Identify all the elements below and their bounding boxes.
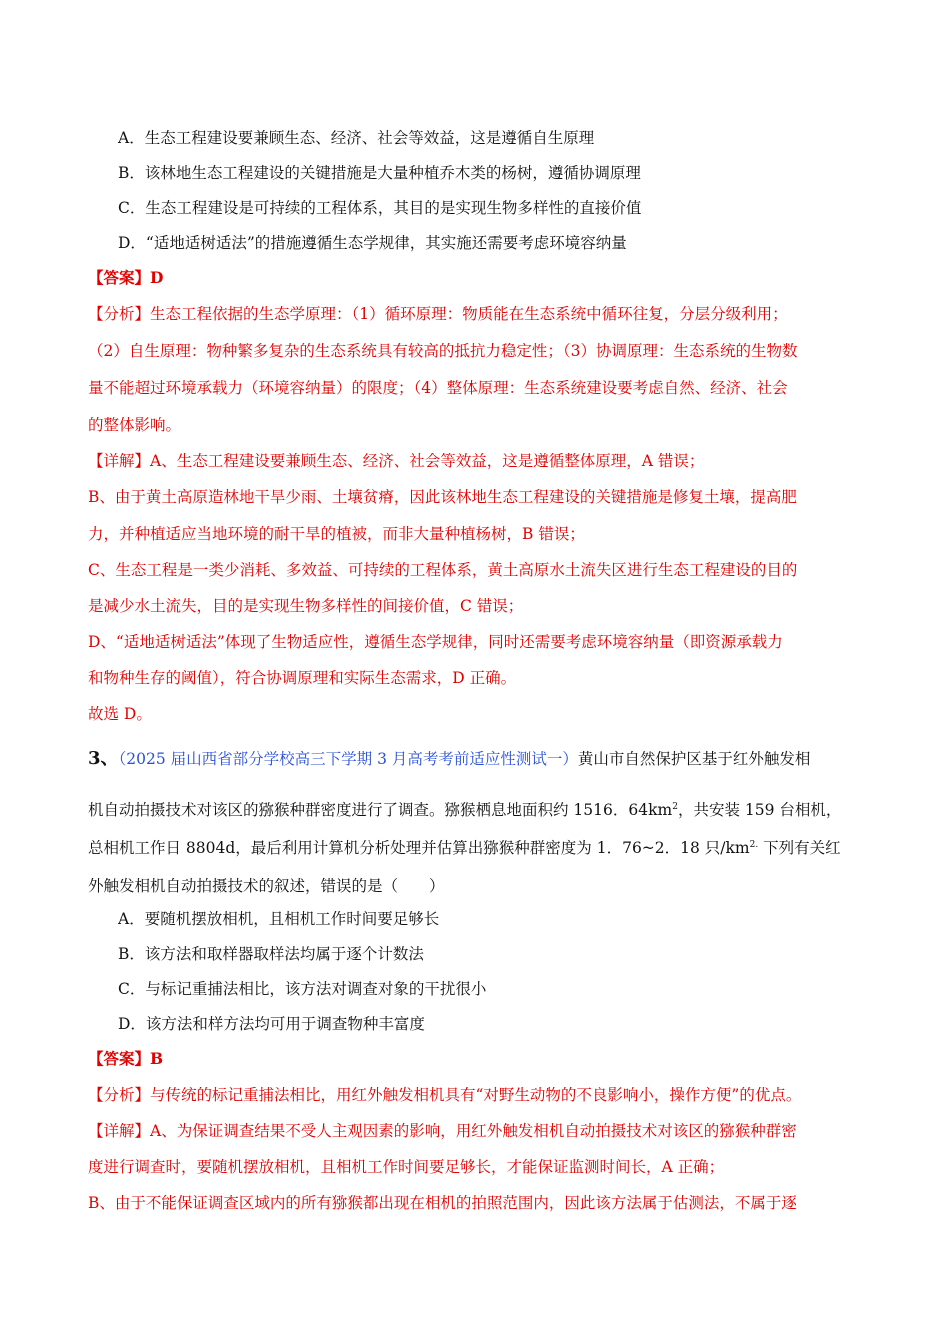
q3-stem-text: 下列有关红: [758, 839, 841, 857]
q3-stem-line-1: [88, 749, 810, 769]
q3-analysis: 【分析】与传统的标记重捕法相比，用红外触发相机具有“对野生动物的不良影响小，操作方便”的优点。: [88, 1086, 802, 1104]
q2-detail-line-6: D、“适地适树适法”体现了生物适应性，遵循生态学规律，同时还需要考虑环境容纳量（即资源承载力: [88, 633, 783, 651]
q3-superscript: 2.: [749, 839, 759, 850]
q3-stem-line-2: [88, 800, 841, 820]
q2-detail-line-1: 【详解】A、生态工程建设要兼顾生态、经济、社会等效益，这是遵循整体原理，A 错误；: [88, 452, 705, 470]
q2-analysis-line-3: 量不能超过环境承载力（环境容纳量）的限度；（4）整体原理：生态系统建设要考虑自然、经济、社会: [88, 379, 788, 397]
q3-detail-line-3: B、由于不能保证调查区域内的所有猕猴都出现在相机的拍照范围内，因此该方法属于估测法，不属于逐: [88, 1194, 797, 1212]
q3-detail-line-2: 度进行调查时，要随机摆放相机，且相机工作时间要足够长，才能保证监测时间长，A 正确；: [88, 1158, 725, 1176]
q2-detail-conclusion: 故选 D。: [88, 705, 152, 723]
q2-detail-line-7: 和物种生存的阈值），符合协调原理和实际生态需求，D 正确。: [88, 669, 517, 687]
q3-stem-text: ，共安装 159 台相机，: [677, 801, 842, 819]
q2-option-c: C．生态工程建设是可持续的工程体系，其目的是实现生物多样性的直接价值: [118, 199, 642, 217]
q2-detail-line-2: B、由于黄土高原造林地干旱少雨、土壤贫瘠，因此该林地生态工程建设的关键措施是修复土壤，提高肥: [88, 488, 797, 506]
q3-stem-line-4: 外触发相机自动拍摄技术的叙述，错误的是（ ）: [88, 877, 445, 895]
q3-stem-start: 黄山市自然保护区基于红外触发相: [577, 750, 811, 768]
q3-option-a: A．要随机摆放相机，且相机工作时间要足够长: [118, 910, 440, 928]
q2-detail-line-5: 是减少水土流失，目的是实现生物多样性的间接价值，C 错误；: [88, 597, 524, 615]
q2-option-a: A．生态工程建设要兼顾生态、经济、社会等效益，这是遵循自生原理: [118, 129, 595, 147]
q2-detail-line-3: 力，并种植适应当地环境的耐干旱的植被，而非大量种植杨树，B 错误；: [88, 525, 585, 543]
q2-option-b: B．该林地生态工程建设的关键措施是大量种植乔木类的杨树，遵循协调原理: [118, 164, 641, 182]
q3-source: （2025 届山西省部分学校高三下学期 3 月高考考前适应性测试一）: [118, 750, 578, 768]
q2-detail-line-4: C、生态工程是一类少消耗、多效益、可持续的工程体系，黄土高原水土流失区进行生态工程建设的目的: [88, 561, 798, 579]
q3-number: 3、: [88, 748, 119, 769]
q3-option-b: B．该方法和取样器取样法均属于逐个计数法: [118, 945, 424, 963]
q3-superscript: 2: [672, 801, 678, 812]
q2-answer: 【答案】D: [88, 268, 164, 287]
q2-option-d: D．“适地适树适法”的措施遵循生态学规律，其实施还需要考虑环境容纳量: [118, 234, 627, 252]
q3-stem-line-3: [88, 838, 841, 858]
q3-detail-line-1: 【详解】A、为保证调查结果不受人主观因素的影响，用红外触发相机自动拍摄技术对该区的猕猴种群密: [88, 1122, 797, 1140]
q3-stem-text: 机自动拍摄技术对该区的猕猴种群密度进行了调查。猕猴栖息地面积约 1516．64km: [88, 801, 673, 819]
q3-option-c: C．与标记重捕法相比，该方法对调查对象的干扰很小: [118, 980, 487, 998]
q2-analysis-line-4: 的整体影响。: [88, 416, 182, 434]
q3-answer: 【答案】B: [88, 1049, 164, 1068]
q2-analysis-line-1: 【分析】生态工程依据的生态学原理：（1）循环原理：物质能在生态系统中循环往复，分层分级利用；: [88, 305, 788, 323]
q2-analysis-line-2: （2）自生原理：物种繁多复杂的生态系统具有较高的抵抗力稳定性；（3）协调原理：生态系统的生物数: [88, 342, 798, 360]
q3-stem-text: 总相机工作日 8804d，最后利用计算机分析处理并估算出猕猴种群密度为 1．76~2．18 只/km: [88, 839, 750, 857]
q3-option-d: D．该方法和样方法均可用于调查物种丰富度: [118, 1015, 425, 1033]
